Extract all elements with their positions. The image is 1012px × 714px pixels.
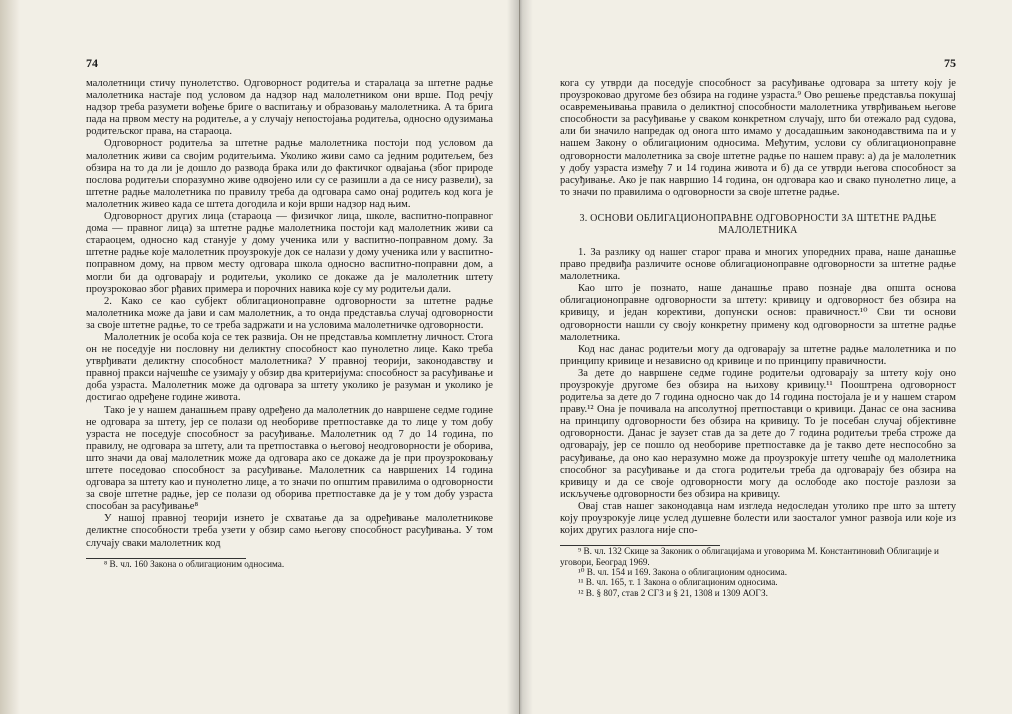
footnote: ¹⁰ В. чл. 154 и 169. Закона о облигационим односима. [578,567,787,577]
footnote: ⁸ В. чл. 160 Закона о облигационим односима. [104,558,285,569]
paragraph: Малолетник је особа која се тек развија. Он не представља комплетну личност. Стога он не поседује ни пословну ни деликтну способност као пунолетно лице. Како треба утврђивати деликтну способност малолетника? У правној теорији, законодавству и правној пракси најчешће се узимају у обзир два критеријума: способност за расуђивање и доба узраста. Малолетник може да одговара за штету уколико је разуман и уколико је достигао одређене године живота. [86,331,493,404]
paragraph: За дете до навршене седме године родитељи одговарају за штету коју оно проузрокује другоме без обзира на њихову кривицу.¹¹ Пооштрена одговорност родитеља за дете до 7 година односно чак до 14 година постојала је и у нашем старом праву.¹² Она је почивала на апсолутној претпоставци о кривици. Данас се она заснива на принципу одговорности без обзира на кривицу. То је посебан случај објективне одговорности. Данас је заузет став да за дете до 7 година родитељи треба строже да одговарају, јер се пошло од необориве претпоставке да је такво дете неспособно за расуђивање, да оно као неразумно може да проузрокује штету чешће од малолетника способног за расуђивање и да стога родитељи треба да одговарају без обзира на кривицу и да се своје одговорности могу да ослободе ако постоје разлози за искључење одговорности без обзира на кривицу. [560,367,956,500]
page-edge [0,0,20,714]
paragraph: Одговорност других лица (стараоца — физичког лица, школе, васпитно-поправног дома — правног лица) за штетне радње малолетника постоји кад малолетник живи са стараоцем, односно кад станује у дому ученика или у васпитно-поправном дому. За штетне радње које малолетник проузрокује док се налази у дому ученика или у васпитно-поправном дому, на првом месту одговара школа односно васпитно-поправни дом, а могли би да одговарају и родитељи, уколико се докаже да је малолетник штету проузроковао због рђавих примера и порочних навика које су му родитељи дали. [86,211,493,295]
footnotes-right [560,545,956,598]
footnote: ¹² В. § 807, став 2 СГЗ и § 21, 1308 и 1309 АОГЗ. [578,587,768,598]
footnote: ⁹ В. чл. 132 Скице за Законик о облигацијама и уговорима М. Константиновић Облигације и уговори, Београд 1969. [560,546,939,567]
section-heading: 3. ОСНОВИ ОБЛИГАЦИОНОПРАВНЕ ОДГОВОРНОСТИ ЗА ШТЕТНЕ РАДЊЕ МАЛОЛЕТНИКА [579,212,937,236]
paragraph: малолетници стичу пунолетство. Одговорност родитеља и старалаца за штетне радње малолетника настаје под условом да надзор над малолетником они врше. Под речју надзор треба разумети вођење бриге о васпитању и образовању малолетника. А та брига пада на првом месту на родитеље, а у случају непостојања родитеља, односно одузимања родитељског права, на стараоца. [86,78,493,138]
right-page-body [560,78,956,598]
paragraph: Код нас данас родитељи могу да одговарају за штетне радње малолетника и по принципу кривице и независно од кривице и по принципу правичности. [560,343,956,367]
paragraph: У нашој правној теорији изнето је схватање да за одређивање малолетникове деликтне способности треба узети у обзир само његову способност расуђивања. У том случају сваки малолетник код [86,513,493,549]
footnote: ¹¹ В. чл. 165, т. 1 Закона о облигационим односима. [578,577,778,588]
right-page [520,0,1012,714]
paragraph: Тако је у нашем данашњем праву одређено да малолетник до навршене седме године не одговара за штету, јер се полази од необориве претпоставке да то лице у том добу узраста не поседује способност за расуђивање. Малолетник од 7 до 14 година, по правилу, не одговара за штету, али та претпоставка о његовој неодговорности је оборива, што значи да овај малолетник може да одговара ако се докаже да је при проузроковању штете поседовао способност за расуђивање. Малолетник са навршених 14 година одговара за штету као и пунолетно лице, а то значи по општим правилима о одговорности за своје штетне радње, јер се полази од оборива претпоставке да је у том добу узраста способан за расуђивање⁸ [86,404,493,513]
paragraph: 1. За разлику од нашег старог права и многих упоредних права, наше данашње право предвиђа различите основе облигационоправне одговорности за штетне радње малолетника. [560,246,956,283]
footnotes-left [86,558,493,569]
paragraph: Као што је познато, наше данашње право познаје два општа основа облигационоправне одговорности за штету: кривицу и одговорност без обзира на кривицу, и један корективи, допунски основ: правичност.¹⁰ Сви ти основи одговорности нашли су своју конкретну примену код одговорности за штетне радње малолетника. [560,283,956,343]
paragraph: Одговорност родитеља за штетне радње малолетника постоји под условом да малолетник живи са својим родитељима. Уколико живи само са једним родитељем, без обзира на то да ли је дошло до развода брака или до фактичког одвајања (због природе послова родитељи споразумно живе одвојено или су се разишли а да се нису развели), за штетне радње малолетника по правилу треба да одговара само онај родитељ код кога је малолетник живео када се штета догодила и који врши надзор над њим. [86,138,493,210]
paragraph: 2. Како се као субјект облигационоправне одговорности за штетне радње малолетника може да јави и сам малолетник, а то онда представља случај одговорности за своје штетне радње, то се треба задржати и на условима малолетничке одговорности. [86,295,493,331]
left-page-body [86,78,493,569]
page-number-left: 74 [86,56,98,70]
page-number-right: 75 [944,56,956,70]
paragraph: кога су утврди да поседује способност за расуђивање одговара за штету коју је проузроковао другоме без обзира на године узраста.⁹ Ово решење представља покушај осавремењивања правила о деликтној способности малолетника утврђивањем његове способности за расуђивање у сваком конкретном случају, што би отежало рад судова, али би значило напредак од онога што имамо у досадашњим законодавствима па и у нашем Закону о облигационим односима. Међутим, услови су облигационоправне одговорности малолетника за своје штетне радње по нашем праву: а) да је малолетник у добу узраста између 7 и 14 година живота и б) да се утврди његова способност за расуђивање. Ако је пак навршио 14 година, он одговара као и свако пунолетно лице, а то значи по правилима о одговорности за своје штетне радње. [560,78,956,198]
paragraph: Овај став нашег законодавца нам изгледа недоследан утолико пре што за штету коју проузрокује лице услед душевне болести или заосталог умног развоја или које из којих других разлога није спо- [560,500,956,537]
